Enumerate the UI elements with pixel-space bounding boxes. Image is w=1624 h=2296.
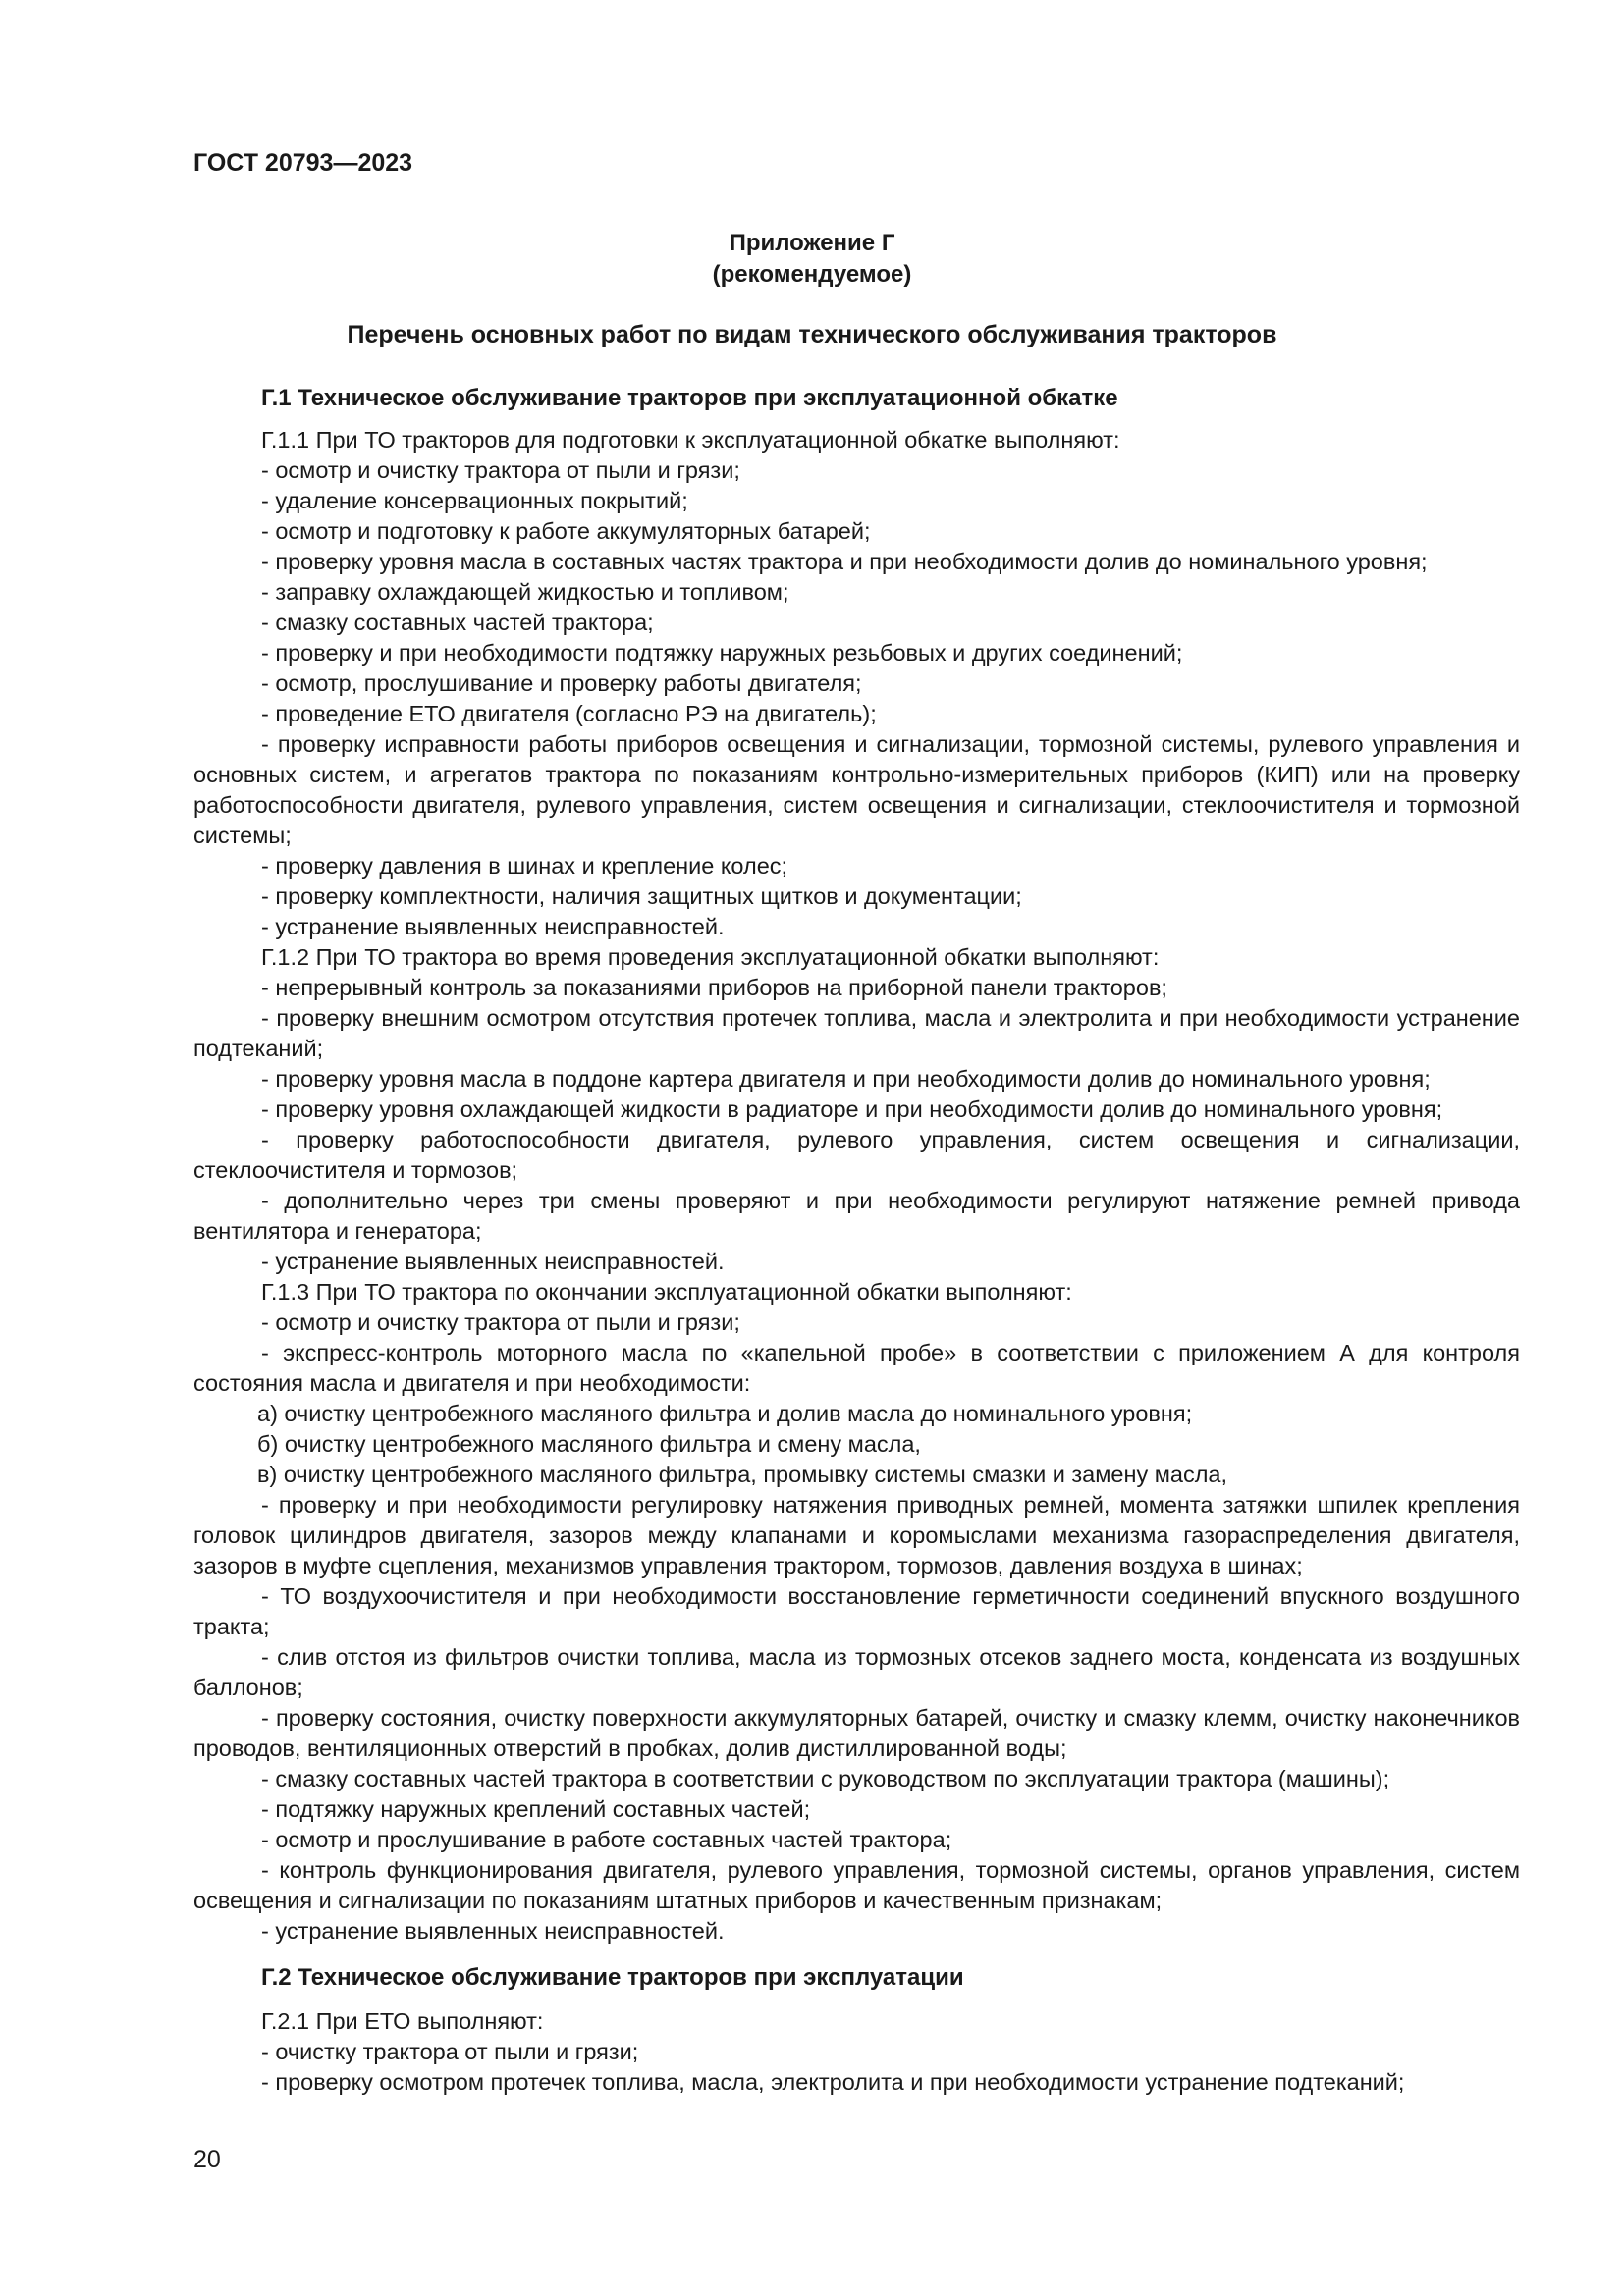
standard-number: ГОСТ 20793—2023 — [193, 149, 413, 177]
list-item: - проверку внешним осмотром отсутствия протечек топлива, масла и электролита и при необходимости устранение подтеканий; — [193, 1005, 1520, 1061]
clause-g1-1: Г.1.1 При ТО тракторов для подготовки к эксплуатационной обкатке выполняют: — [261, 427, 1120, 453]
sub-item-a: а) очистку центробежного масляного фильтра и долив масла до номинального уровня; — [257, 1401, 1193, 1426]
list-item: - проверку состояния, очистку поверхности аккумуляторных батарей, очистку и смазку клемм, очистку наконечников проводов, вентиляционных отверстий в пробках, долив дистиллированной воды; — [193, 1705, 1520, 1761]
appendix-heading — [0, 228, 1624, 291]
list-item: - экспресс-контроль моторного масла по «капельной пробе» в соответствии с приложением А для контроля состояния масла и двигателя и при необходимости: — [193, 1340, 1520, 1396]
page-number: 20 — [193, 2146, 221, 2173]
appendix-status: (рекомендуемое) — [712, 261, 912, 288]
list-item: - осмотр и подготовку к работе аккумуляторных батарей; — [261, 518, 871, 544]
list-item: - смазку составных частей трактора; — [261, 610, 654, 635]
section-heading-g2: Г.2 Техническое обслуживание тракторов при эксплуатации — [261, 1964, 964, 1991]
list-item: - непрерывный контроль за показаниями приборов на приборной панели тракторов; — [261, 975, 1167, 1000]
list-item: - проверку и при необходимости подтяжку наружных резьбовых и других соединений; — [261, 640, 1183, 666]
list-item: - устранение выявленных неисправностей. — [261, 914, 725, 939]
section-heading-g1: Г.1 Техническое обслуживание тракторов при эксплуатационной обкатке — [261, 385, 1118, 411]
list-item: - устранение выявленных неисправностей. — [261, 1918, 725, 1944]
document-title: Перечень основных работ по видам технического обслуживания тракторов — [347, 321, 1277, 348]
list-item: - подтяжку наружных креплений составных частей; — [261, 1796, 811, 1822]
clause-g1-3: Г.1.3 При ТО трактора по окончании эксплуатационной обкатки выполняют: — [261, 1279, 1072, 1305]
list-item: - проведение ЕТО двигателя (согласно РЭ на двигатель); — [261, 701, 877, 726]
list-item: - проверку и при необходимости регулировку натяжения приводных ремней, момента затяжки шпилек крепления головок цилиндров двигателя, зазоров между клапанами и коромыслами механизма газораспределения двигателя, зазоров в муфте сцепления, механизмов управления трактором, тормозов, давления воздуха в шинах; — [193, 1492, 1520, 1578]
list-item: - проверку осмотром протечек топлива, масла, электролита и при необходимости устранение подтеканий; — [261, 2069, 1405, 2095]
document-body — [193, 383, 1520, 2098]
list-item: - осмотр, прослушивание и проверку работы двигателя; — [261, 670, 862, 696]
list-item: - проверку давления в шинах и крепление колес; — [261, 853, 788, 879]
list-item: - проверку работоспособности двигателя, рулевого управления, систем освещения и сигнализации, стеклоочистителя и тормозов; — [193, 1127, 1520, 1183]
list-item: - заправку охлаждающей жидкостью и топливом; — [261, 579, 789, 605]
list-item: - осмотр и прослушивание в работе составных частей трактора; — [261, 1827, 952, 1852]
list-item: - удаление консервационных покрытий; — [261, 488, 688, 513]
list-item: - устранение выявленных неисправностей. — [261, 1249, 725, 1274]
list-item: - проверку комплектности, наличия защитных щитков и документации; — [261, 883, 1022, 909]
sub-item-v: в) очистку центробежного масляного фильтра, промывку системы смазки и замену масла, — [257, 1462, 1228, 1487]
sub-item-b: б) очистку центробежного масляного фильтра и смену масла, — [257, 1431, 921, 1457]
clause-g2-1: Г.2.1 При ЕТО выполняют: — [261, 2008, 544, 2034]
list-item: - ТО воздухоочистителя и при необходимости восстановление герметичности соединений впускного воздушного тракта; — [193, 1583, 1520, 1639]
list-item: - очистку трактора от пыли и грязи; — [261, 2039, 639, 2064]
list-item: - проверку исправности работы приборов освещения и сигнализации, тормозной системы, рулевого управления и основных систем, и агрегатов трактора по показаниям контрольно-измерительных приборов (КИП) или на проверку работоспособности двигателя, рулевого управления, систем освещения и сигнализации, стеклоочистителя и тормозной системы; — [193, 731, 1520, 848]
clause-g1-2: Г.1.2 При ТО трактора во время проведения эксплуатационной обкатки выполняют: — [261, 944, 1160, 970]
list-item: - проверку уровня масла в поддоне картера двигателя и при необходимости долив до номинального уровня; — [261, 1066, 1431, 1092]
list-item: - осмотр и очистку трактора от пыли и грязи; — [261, 1309, 740, 1335]
list-item: - смазку составных частей трактора в соответствии с руководством по эксплуатации трактора (машины); — [261, 1766, 1390, 1791]
list-item: - слив отстоя из фильтров очистки топлива, масла из тормозных отсеков заднего моста, конденсата из воздушных баллонов; — [193, 1644, 1520, 1700]
appendix-label: Приложение Г — [729, 230, 895, 256]
list-item: - проверку уровня масла в составных частях трактора и при необходимости долив до номинального уровня; — [261, 549, 1428, 574]
list-item: - осмотр и очистку трактора от пыли и грязи; — [261, 457, 740, 483]
list-item: - контроль функционирования двигателя, рулевого управления, тормозной системы, органов управления, систем освещения и сигнализации по показаниям штатных приборов и качественным признакам; — [193, 1857, 1520, 1913]
list-item: - проверку уровня охлаждающей жидкости в радиаторе и при необходимости долив до номинального уровня; — [261, 1096, 1443, 1122]
list-item: - дополнительно через три смены проверяют и при необходимости регулируют натяжение ремней привода вентилятора и генератора; — [193, 1188, 1520, 1244]
